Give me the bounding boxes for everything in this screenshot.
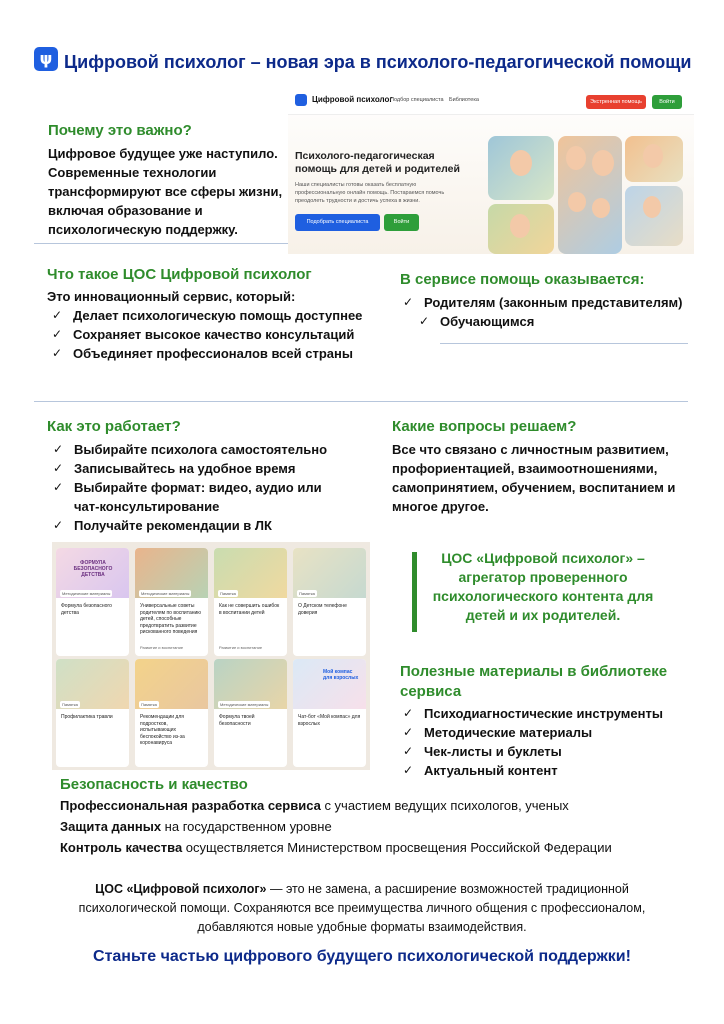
help-section bbox=[400, 271, 700, 331]
safety-line: Профессиональная разработка сервиса с участием ведущих психологов, ученых bbox=[60, 798, 569, 813]
mock-nav-specialist[interactable]: Подбор специалиста bbox=[390, 97, 444, 103]
divider bbox=[440, 343, 688, 344]
check-icon: ✓ bbox=[403, 706, 414, 720]
materials-section bbox=[400, 662, 690, 780]
check-icon: ✓ bbox=[53, 461, 64, 475]
why-text: Цифровое будущее уже наступило. Современные технологии трансформируют все сферы жизни, включая образование и психологическую поддержку. bbox=[48, 146, 283, 237]
library-card[interactable]: ФОРМУЛА БЕЗОПАСНОГО ДЕТСТВА Методические материалы Формула безопасного детства bbox=[56, 548, 129, 656]
card-title: О Детском телефоне доверия bbox=[298, 603, 347, 616]
card-title: Профилактика травли bbox=[61, 714, 113, 720]
list-item: ✓ Выбирайте психолога самостоятельно bbox=[53, 442, 328, 457]
check-icon: ✓ bbox=[52, 327, 63, 341]
card-title: Универсальные советы родителям по воспитанию детей, способные предотвратить развитие рискованного поведения bbox=[140, 603, 202, 635]
service-screenshot bbox=[288, 86, 694, 254]
accent-bar bbox=[412, 552, 417, 632]
mock-emergency-button[interactable]: Экстренная помощь bbox=[586, 95, 646, 109]
mock-brand: Цифровой психолог bbox=[312, 95, 393, 104]
list-item: ✓ Получайте рекомендации в ЛК bbox=[53, 518, 272, 533]
psi-logo-icon: ψ bbox=[34, 47, 58, 71]
library-card[interactable]: Методические материалы Универсальные советы родителям по воспитанию детей, способные предотвратить развитие рискованного поведения Развитие и воспитание bbox=[135, 548, 208, 656]
page-title: Цифровой психолог – новая эра в психолого-педагогической помощи bbox=[64, 52, 692, 72]
card-title: Формула безопасного детства bbox=[61, 603, 112, 616]
list-item: ✓ Обучающимся bbox=[419, 314, 535, 329]
aggregator-text: ЦОС «Цифровой психолог» – агрегатор проверенного психологического контента для детей и их родителей. bbox=[432, 550, 654, 623]
check-icon: ✓ bbox=[53, 442, 64, 456]
man-laptop-illustration bbox=[625, 186, 683, 246]
list-item: ✓ Записывайтесь на удобное время bbox=[53, 461, 296, 476]
list-item: ✓ Методические материалы bbox=[403, 725, 593, 740]
questions-text: Все что связано с личностным развитием, профориентацией, взаимоотношениями, самопринятием, обучением, воспитанием и многое другое. bbox=[392, 442, 676, 514]
mock-hero-subtitle: Наши специалисты готовы оказать бесплатную профессиональную онлайн помощь. Постараемся помочь преодолеть трудности и достичь успеха в жизни. bbox=[295, 182, 445, 204]
card-cover: ФОРМУЛА БЕЗОПАСНОГО ДЕТСТВА bbox=[56, 548, 129, 598]
list-item: ✓ Психодиагностические инструменты bbox=[403, 706, 663, 721]
list-item: ✓ Актуальный контент bbox=[403, 763, 558, 778]
library-card[interactable]: Памятка Как не совершить ошибок в воспитании детей Развитие и воспитание bbox=[214, 548, 287, 656]
check-icon: ✓ bbox=[403, 763, 414, 777]
mock-navbar bbox=[288, 86, 694, 115]
woman-illustration-2 bbox=[625, 136, 683, 182]
card-title: Чат-бот «Мой компас» для взрослых bbox=[298, 714, 361, 727]
safety-line: Контроль качества осуществляется Министерством просвещения Российской Федерации bbox=[60, 840, 612, 855]
check-icon: ✓ bbox=[419, 314, 430, 328]
safety-section bbox=[60, 776, 680, 858]
list-item: ✓ Сохраняет высокое качество консультаций bbox=[52, 327, 355, 342]
list-item: ✓ Делает психологическую помощь доступнее bbox=[52, 308, 363, 323]
help-heading: В сервисе помощь оказывается: bbox=[400, 271, 645, 288]
list-item: ✓ Выбирайте формат: видео, аудио или чат-консультирование bbox=[53, 480, 322, 514]
what-intro: Это инновационный сервис, который: bbox=[47, 289, 296, 304]
mock-hero-title: Психолого-педагогическая помощь для детей и родителей bbox=[295, 150, 460, 175]
divider bbox=[34, 401, 688, 402]
library-card[interactable]: Памятка О Детском телефоне доверия bbox=[293, 548, 366, 656]
questions-heading: Какие вопросы решаем? bbox=[392, 418, 577, 435]
check-icon: ✓ bbox=[53, 518, 64, 532]
how-section bbox=[47, 418, 347, 535]
card-title: Рекомендации для подростков, испытывающих беспокойство из-за коронавируса bbox=[140, 714, 185, 746]
girl-illustration bbox=[488, 204, 554, 254]
library-card[interactable]: Памятка Рекомендации для подростков, испытывающих беспокойство из-за коронавируса bbox=[135, 659, 208, 767]
how-heading: Как это работает? bbox=[47, 418, 181, 435]
safety-line: Защита данных на государственном уровне bbox=[60, 819, 332, 834]
why-section bbox=[48, 122, 288, 239]
what-heading: Что такое ЦОС Цифровой психолог bbox=[47, 266, 312, 283]
mock-login-button[interactable]: Войти bbox=[652, 95, 682, 109]
list-item: ✓ Родителям (законным представителям) bbox=[403, 295, 683, 310]
card-title: Формула твоей безопасности bbox=[219, 714, 255, 727]
list-item: ✓ Чек-листы и буклеты bbox=[403, 744, 562, 759]
mock-logo-icon bbox=[295, 94, 307, 106]
woman-illustration bbox=[488, 136, 554, 200]
list-item: ✓ Объединяет профессионалов всей страны bbox=[52, 346, 353, 361]
card-cover: Мой компас для взрослых bbox=[293, 659, 366, 709]
card-title: Как не совершить ошибок в воспитании детей bbox=[219, 603, 280, 616]
mock-login-button-2[interactable]: Войти bbox=[384, 214, 419, 231]
materials-heading: Полезные материалы в библиотеке сервиса bbox=[400, 663, 668, 700]
library-card[interactable]: Памятка Профилактика травли bbox=[56, 659, 129, 767]
check-icon: ✓ bbox=[52, 308, 63, 322]
library-card[interactable] bbox=[293, 659, 366, 767]
questions-section bbox=[392, 418, 682, 516]
check-icon: ✓ bbox=[52, 346, 63, 360]
check-icon: ✓ bbox=[403, 295, 414, 309]
divider bbox=[34, 243, 288, 244]
check-icon: ✓ bbox=[403, 725, 414, 739]
check-icon: ✓ bbox=[403, 744, 414, 758]
mock-select-button[interactable]: Подобрать специалиста bbox=[295, 214, 380, 231]
mock-nav-library[interactable]: Библиотека bbox=[449, 97, 479, 103]
library-screenshot bbox=[52, 542, 370, 770]
call-to-action: Станьте частью цифрового будущего психологической поддержки! bbox=[93, 948, 631, 965]
safety-heading: Безопасность и качество bbox=[60, 776, 248, 793]
why-heading: Почему это важно? bbox=[48, 122, 192, 139]
what-section bbox=[47, 266, 367, 363]
check-icon: ✓ bbox=[53, 480, 64, 494]
library-card[interactable]: Методические материалы Формула твоей безопасности bbox=[214, 659, 287, 767]
closing-paragraph: ЦОС «Цифровой психолог» — это не замена, а расширение возможностей традиционной психологической помощи. Сохраняются все преимущества личного общения с профессионалом, добавляются новые удобные форматы взаимодействия. bbox=[78, 882, 646, 934]
family-illustration bbox=[558, 136, 622, 254]
